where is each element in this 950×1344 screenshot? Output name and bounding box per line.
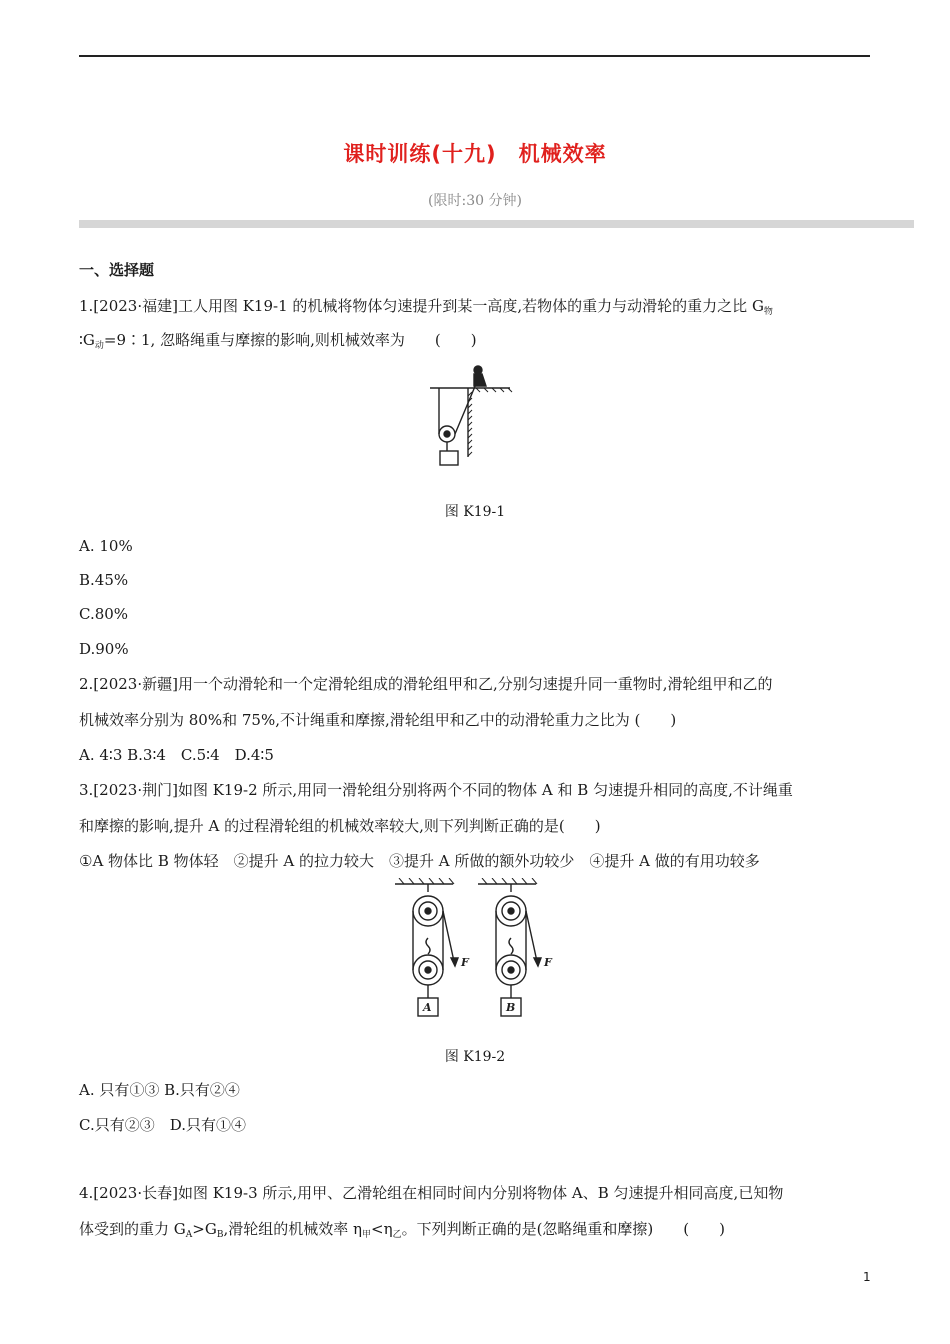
- block-label-a: A: [423, 1001, 432, 1014]
- q3-options-row2: C.只有②③ D.只有①④: [79, 1116, 246, 1134]
- q4-sub-yi: 乙: [392, 1230, 402, 1240]
- figure-k19-1: [430, 362, 520, 468]
- q4-sub-a: A: [185, 1230, 193, 1240]
- q3-statements: ①A 物体比 B 物体轻 ②提升 A 的拉力较大 ③提升 A 所做的额外功较少 ④提升 A 做的有用功较多: [79, 852, 760, 870]
- page-number: 1: [863, 1270, 871, 1284]
- q1-option-a: A. 10%: [79, 537, 133, 555]
- q4-text-2c: ,滑轮组的机械效率 η: [223, 1220, 362, 1238]
- top-rule: [79, 55, 870, 57]
- pulley-system-a: [395, 878, 458, 1016]
- q2-line1: 2.[2023·新疆]用一个动滑轮和一个定滑轮组成的滑轮组甲和乙,分别匀速提升同一重物时,滑轮组甲和乙的: [79, 675, 773, 693]
- page-title: 课时训练(十九) 机械效率: [343, 142, 607, 166]
- worker-body: [474, 374, 486, 386]
- header-band: [79, 220, 914, 228]
- q4-text-2b: >G: [192, 1220, 217, 1238]
- q1-option-c: C.80%: [79, 605, 129, 623]
- pulley-system-b: [478, 878, 541, 1016]
- q4-text-2a: 体受到的重力 G: [79, 1220, 186, 1238]
- q4-text-2d: <η: [371, 1220, 393, 1238]
- q1-line2: [79, 330, 477, 356]
- q2-options: A. 4∶3 B.3∶4 C.5∶4 D.4∶5: [79, 746, 274, 764]
- q4-line1: 4.[2023·长春]如图 K19-3 所示,用甲、乙滑轮组在相同时间内分别将物体 A、B 匀速提升相同高度,已知物: [79, 1184, 784, 1202]
- q3-options-row1: A. 只有①③ B.只有②④: [79, 1081, 240, 1099]
- q1-line1: [79, 296, 773, 322]
- q4-sub-jia: 甲: [361, 1230, 371, 1240]
- load-block: [440, 451, 458, 465]
- figure-k19-2: [395, 878, 560, 1026]
- q1-text-2b: =9∶1, 忽略绳重与摩擦的影响,则机械效率为 ( ): [103, 331, 477, 349]
- block-label-b: B: [506, 1001, 516, 1014]
- q1-text-2a: ∶G: [79, 331, 95, 349]
- figure-caption-k19-1: 图 K19-1: [444, 504, 506, 520]
- q1-sub-wu: 物: [763, 307, 773, 317]
- q1-sub-dong: 动: [94, 341, 104, 351]
- rope-to-worker: [455, 384, 476, 434]
- time-limit: (限时:30 分钟): [428, 193, 522, 209]
- worker-head: [474, 366, 482, 374]
- q2-line2: 机械效率分别为 80%和 75%,不计绳重和摩擦,滑轮组甲和乙中的动滑轮重力之比为 ( ): [79, 711, 677, 729]
- q3-line1: 3.[2023·荆门]如图 K19-2 所示,用同一滑轮组分别将两个不同的物体 A 和 B 匀速提升相同的高度,不计绳重: [79, 781, 793, 799]
- q1-option-b: B.45%: [79, 571, 129, 589]
- q3-line2: 和摩擦的影响,提升 A 的过程滑轮组的机械效率较大,则下列判断正确的是( ): [79, 817, 601, 835]
- force-label-b: F: [544, 956, 552, 969]
- q1-option-d: D.90%: [79, 640, 129, 658]
- figure-caption-k19-2: 图 K19-2: [444, 1049, 506, 1065]
- q4-sub-b: B: [216, 1230, 224, 1240]
- q4-text-2e: 。下列判断正确的是(忽略绳重和摩擦) ( ): [401, 1220, 725, 1238]
- section-heading: 一、选择题: [79, 261, 155, 279]
- q4-line2: [79, 1219, 725, 1245]
- force-label-a: F: [461, 956, 469, 969]
- q1-text-1: 1.[2023·福建]工人用图 K19-1 的机械将物体匀速提升到某一高度,若物体的重力与动滑轮的重力之比 G: [79, 297, 764, 315]
